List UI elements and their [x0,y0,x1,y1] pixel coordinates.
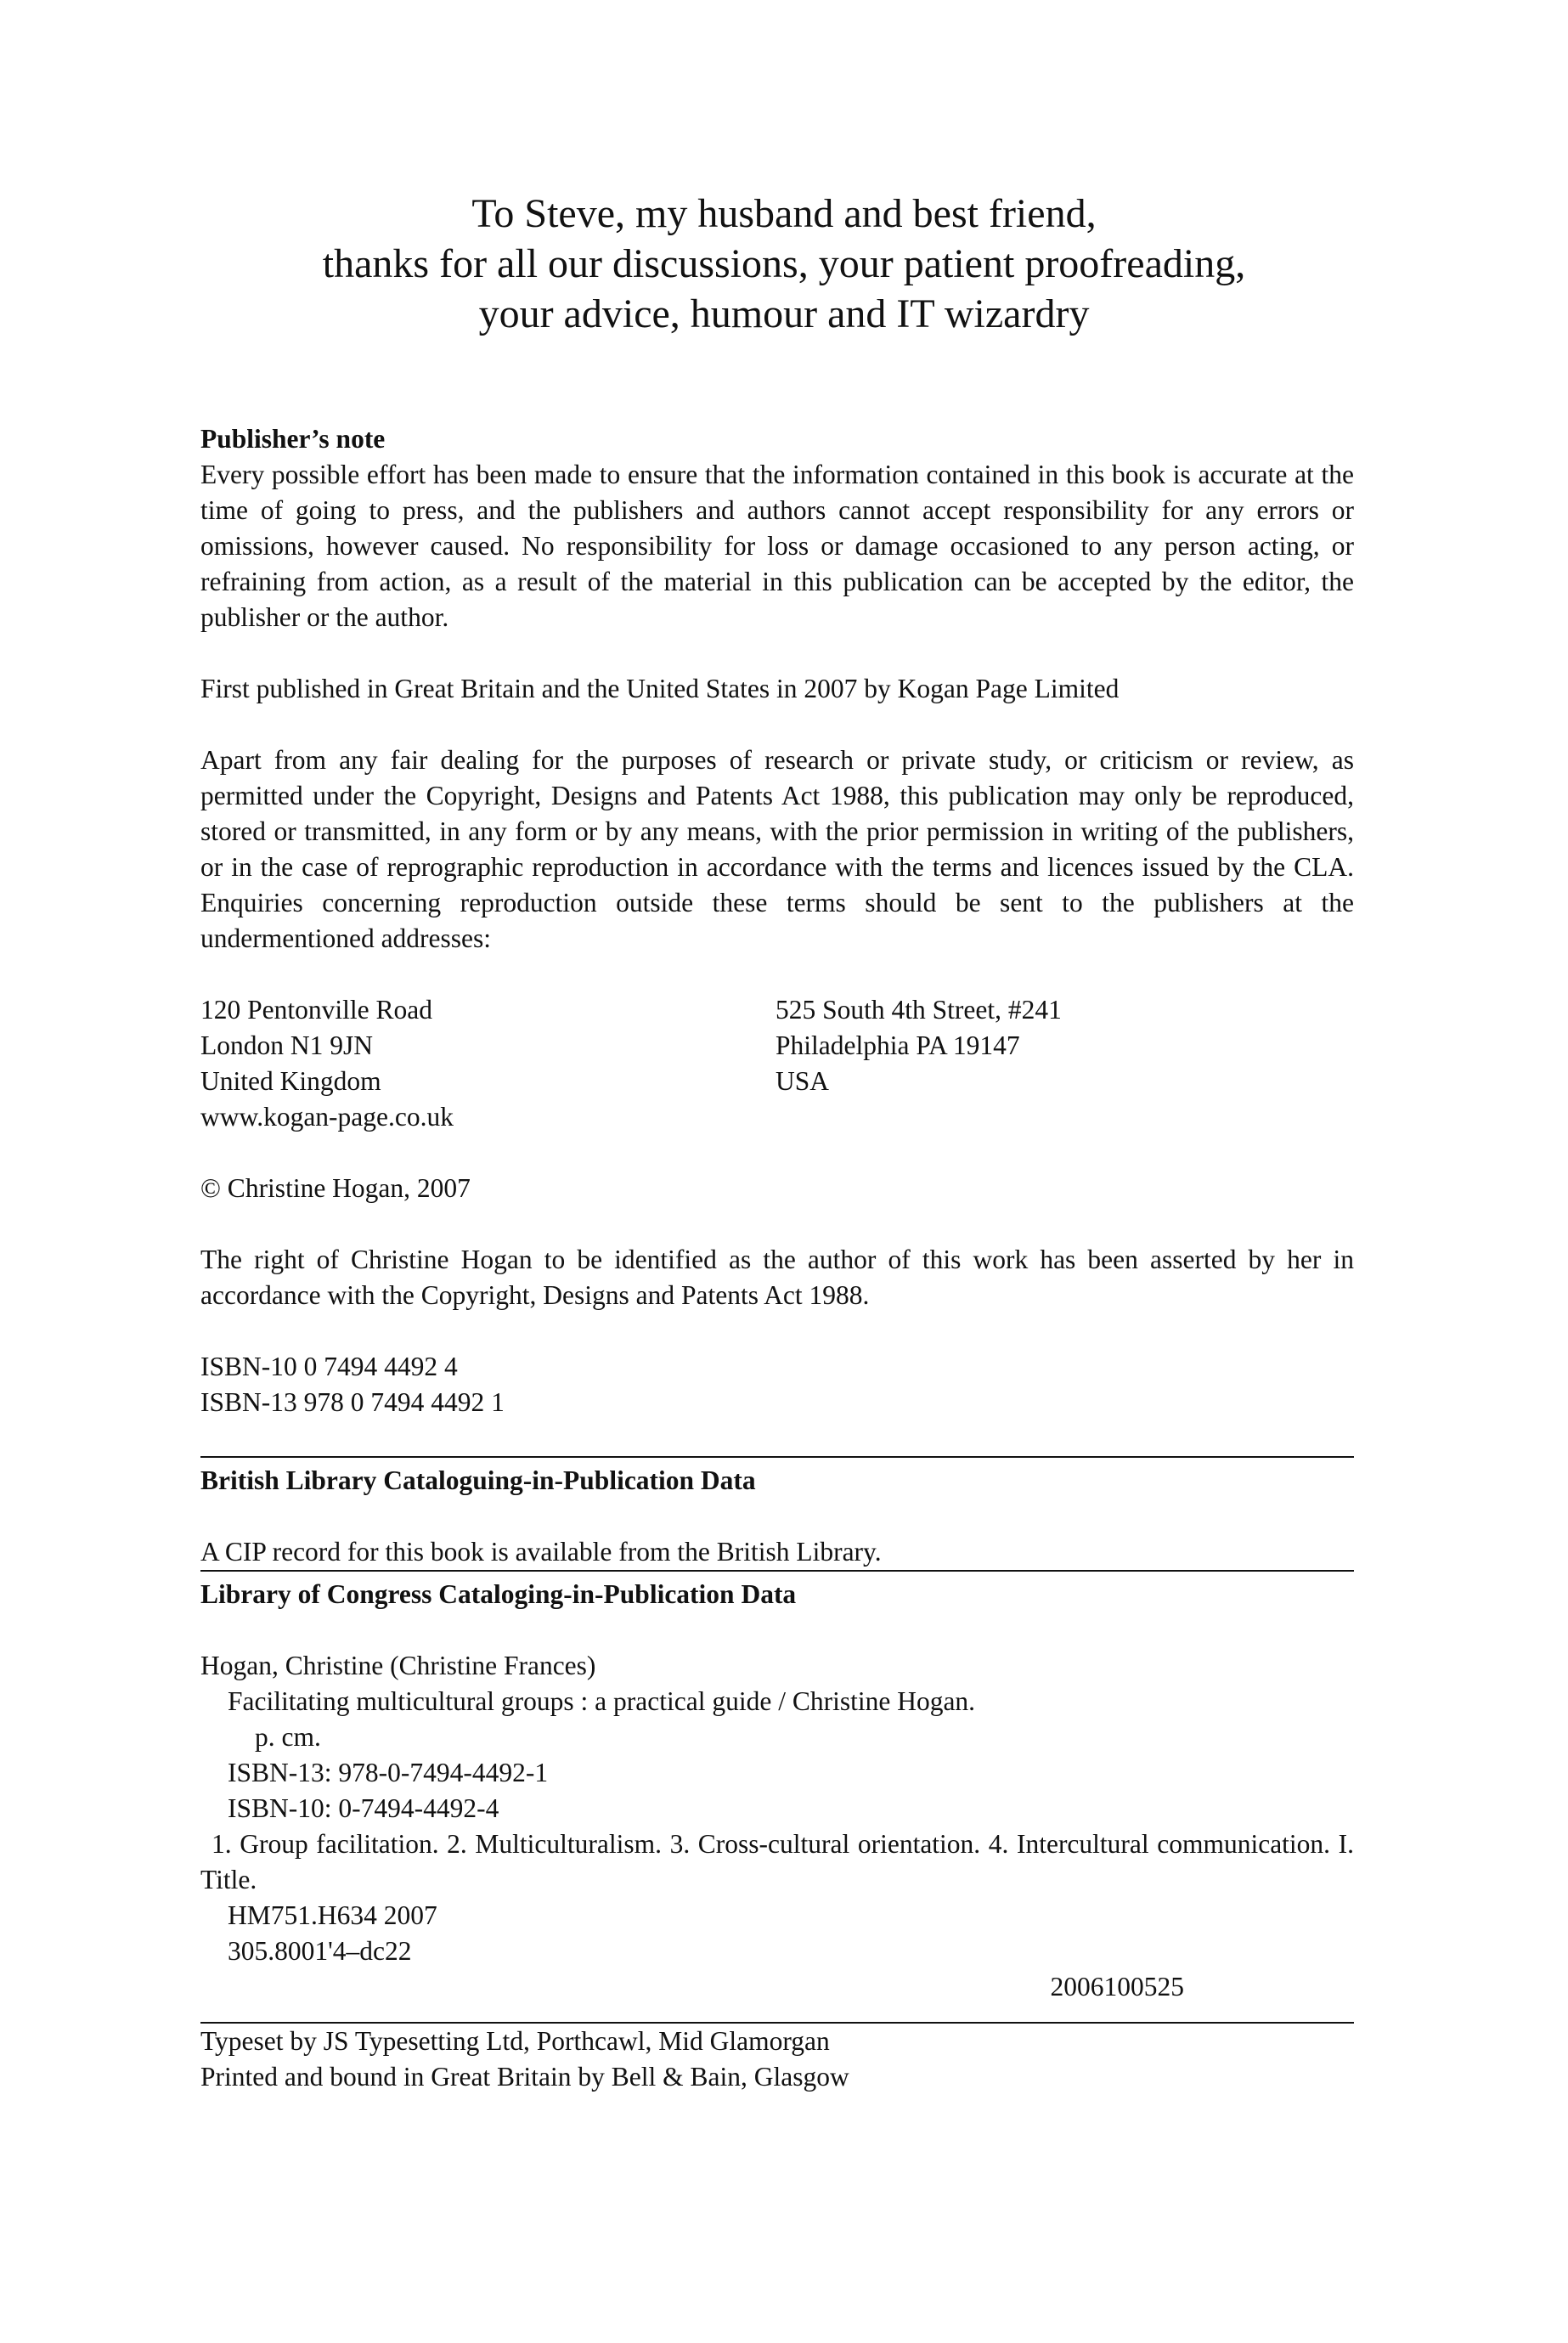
loc-isbn-13: ISBN-13: 978-0-7494-4492-1 [228,1758,549,1787]
moral-right-statement: The right of Christine Hogan to be identified as the author of this work has been asserted by her in accordance with the Copyright, Designs and Patents Act 1988. [200,1245,1354,1310]
british-library-heading: British Library Cataloguing-in-Publication Data [200,1465,756,1495]
british-library-text: A CIP record for this book is available from the British Library. [200,1537,882,1567]
printed-by: Printed and bound in Great Britain by Bell & Bain, Glasgow [200,2062,849,2092]
loc-control-number: 2006100525 [1050,1972,1184,2001]
address-line: 525 South 4th Street, #241 [776,995,1062,1025]
divider [200,1456,1354,1458]
website-link[interactable]: www.kogan-page.co.uk [200,1102,454,1132]
loc-isbn-10: ISBN-10: 0-7494-4492-4 [228,1793,499,1823]
address-line: Philadelphia PA 19147 [776,1030,1020,1060]
address-line: 120 Pentonville Road [200,995,432,1025]
loc-subjects: 1. Group facilitation. 2. Multiculturalism. 3. Cross-cultural orientation. 4. Intercultural communication. I. Title. [200,1829,1354,1894]
dedication-line: thanks for all our discussions, your patient proofreading, [322,241,1246,286]
isbn-13: ISBN-13 978 0 7494 4492 1 [200,1387,505,1417]
dedication-line: To Steve, my husband and best friend, [471,191,1097,236]
address-line: USA [776,1066,830,1096]
imprint-content [200,421,1354,2095]
first-published: First published in Great Britain and the United States in 2007 by Kogan Page Limited [200,674,1120,703]
typeset-by: Typeset by JS Typesetting Ltd, Porthcawl, Mid Glamorgan [200,2026,830,2056]
loc-classification: HM751.H634 2007 [228,1900,437,1930]
publishers-note-body: Every possible effort has been made to ensure that the information contained in this book is accurate at the time of going to press, and the publishers and authors cannot accept responsibility for any errors or omissions, however caused. No responsibility for loss or damage occasioned to any person acting, or refraining from action, as a result of the material in this publication can be accepted by the editor, the publisher or the author. [200,460,1354,632]
dedication [0,189,1568,339]
address-line: London N1 9JN [200,1030,373,1060]
copyright-line: © Christine Hogan, 2007 [200,1173,471,1203]
uk-address [200,992,776,1135]
loc-dewey: 305.8001'4–dc22 [228,1936,412,1966]
us-address [776,992,1351,1135]
publisher-addresses [200,992,1354,1135]
loc-pages: p. cm. [255,1722,321,1752]
loc-heading: Library of Congress Cataloging-in-Publication Data [200,1579,797,1609]
publishers-note-heading: Publisher’s note [200,424,386,454]
divider [200,1570,1354,1572]
address-line: United Kingdom [200,1066,381,1096]
dedication-line: your advice, humour and IT wizardry [478,291,1090,336]
loc-author: Hogan, Christine (Christine Frances) [200,1651,596,1680]
copyright-notice: Apart from any fair dealing for the purposes of research or private study, or criticism or review, as permitted under the Copyright, Designs and Patents Act 1988, this publication may only be reproduced, stored or transmitted, in any form or by any means, with the prior permission in writing of the publishers, or in the case of reprographic reproduction in accordance with the terms and licences issued by the CLA. Enquiries concerning reproduction outside these terms should be sent to the publishers at the undermentioned addresses: [200,745,1354,953]
isbn-10: ISBN-10 0 7494 4492 4 [200,1352,458,1381]
loc-title: Facilitating multicultural groups : a practical guide / Christine Hogan. [228,1686,976,1716]
